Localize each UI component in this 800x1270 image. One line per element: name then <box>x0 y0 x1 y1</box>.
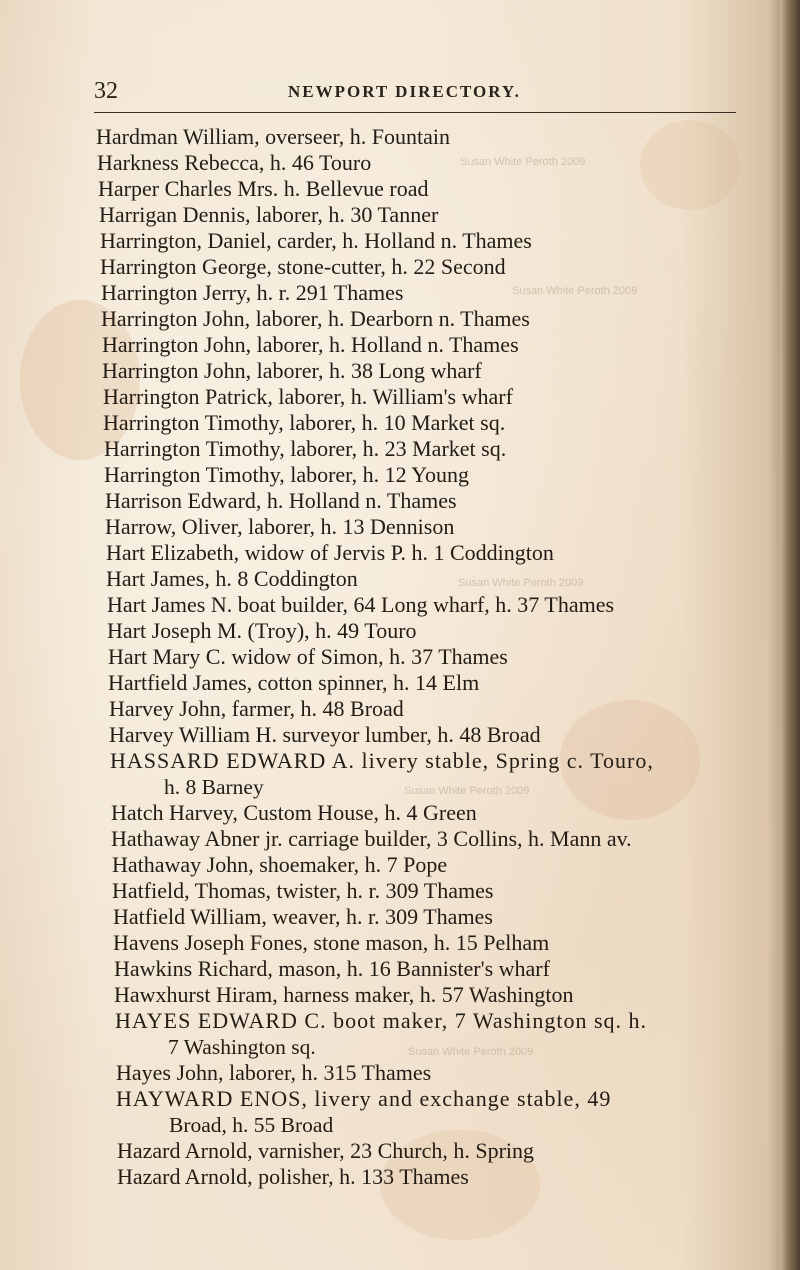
directory-entry: Hartfield James, cotton spinner, h. 14 Elm <box>108 670 480 695</box>
directory-entry: Harrington John, laborer, h. 38 Long wharf <box>102 358 482 383</box>
directory-entry: Hawkins Richard, mason, h. 16 Bannister's wharf <box>114 956 550 981</box>
directory-entry: Harrington John, laborer, h. Holland n. Thames <box>102 332 519 357</box>
directory-entry: Harrington Jerry, h. r. 291 Thames <box>101 280 404 305</box>
directory-entry: Harrigan Dennis, laborer, h. 30 Tanner <box>99 202 439 227</box>
directory-entry: Harrow, Oliver, laborer, h. 13 Dennison <box>105 514 455 539</box>
directory-entry: Hazard Arnold, polisher, h. 133 Thames <box>117 1164 469 1189</box>
directory-entry: Hatfield, Thomas, twister, h. r. 309 Thames <box>112 878 494 903</box>
watermark: Susan White Peroth 2009 <box>458 577 584 589</box>
directory-entry: Hart James, h. 8 Coddington <box>106 566 358 591</box>
directory-entry: Harkness Rebecca, h. 46 Touro <box>97 150 372 175</box>
watermark: Susan White Peroth 2009 <box>408 1046 534 1058</box>
directory-entry: Hart Mary C. widow of Simon, h. 37 Thames <box>108 644 508 669</box>
directory-entry: Harrington Patrick, laborer, h. William's wharf <box>103 384 513 409</box>
directory-entries <box>0 124 800 1190</box>
directory-entry: Hawxhurst Hiram, harness maker, h. 57 Washington <box>114 982 574 1007</box>
watermark: Susan White Peroth 2009 <box>404 785 530 797</box>
directory-entry: Harper Charles Mrs. h. Bellevue road <box>98 176 429 201</box>
directory-entry: HAYES EDWARD C. boot maker, 7 Washington sq. h. <box>115 1008 648 1033</box>
directory-entry: Hart Elizabeth, widow of Jervis P. h. 1 Coddington <box>106 540 554 565</box>
directory-entry-continuation: h. 8 Barney <box>164 775 264 799</box>
page-number: 32 <box>94 78 118 104</box>
running-head: NEWPORT DIRECTORY. <box>288 82 521 101</box>
header-rule <box>94 112 736 113</box>
directory-entry: HASSARD EDWARD A. livery stable, Spring c. Touro, <box>110 748 654 773</box>
directory-entry: Harrington Timothy, laborer, h. 10 Market sq. <box>103 410 506 435</box>
directory-entry: Hatfield William, weaver, h. r. 309 Thames <box>113 904 493 929</box>
directory-entry: Harrington, Daniel, carder, h. Holland n. Thames <box>100 228 532 253</box>
directory-entry: Hardman William, overseer, h. Fountain <box>96 124 451 149</box>
directory-entry-continuation: Broad, h. 55 Broad <box>169 1113 334 1137</box>
page-binding-edge <box>780 0 800 1270</box>
directory-entry: Hart Joseph M. (Troy), h. 49 Touro <box>107 618 417 643</box>
watermark: Susan White Peroth 2009 <box>512 285 638 297</box>
directory-entry: Harrington George, stone-cutter, h. 22 Second <box>100 254 506 279</box>
directory-entry: Hazard Arnold, varnisher, 23 Church, h. Spring <box>117 1138 535 1163</box>
directory-entry: Harrington Timothy, laborer, h. 23 Market sq. <box>104 436 507 461</box>
directory-entry: Havens Joseph Fones, stone mason, h. 15 Pelham <box>113 930 550 955</box>
directory-entry: Hatch Harvey, Custom House, h. 4 Green <box>111 800 477 825</box>
directory-entry: HAYWARD ENOS, livery and exchange stable, 49 <box>116 1086 612 1111</box>
directory-entry: Hathaway John, shoemaker, h. 7 Pope <box>112 852 448 877</box>
directory-entry: Harrison Edward, h. Holland n. Thames <box>105 488 457 513</box>
directory-entry: Harrington John, laborer, h. Dearborn n. Thames <box>101 306 530 331</box>
directory-entry: Hart James N. boat builder, 64 Long wharf, h. 37 Thames <box>107 592 615 617</box>
directory-entry-continuation: 7 Washington sq. <box>168 1035 316 1059</box>
directory-entry: Harrington Timothy, laborer, h. 12 Young <box>104 462 469 487</box>
watermark: Susan White Peroth 2009 <box>460 156 586 168</box>
directory-entry: Harvey John, farmer, h. 48 Broad <box>109 696 404 721</box>
directory-entry: Hayes John, laborer, h. 315 Thames <box>116 1060 432 1085</box>
page-header <box>94 78 734 112</box>
directory-entry: Harvey William H. surveyor lumber, h. 48 Broad <box>109 722 541 747</box>
directory-entry: Hathaway Abner jr. carriage builder, 3 Collins, h. Mann av. <box>111 826 632 851</box>
